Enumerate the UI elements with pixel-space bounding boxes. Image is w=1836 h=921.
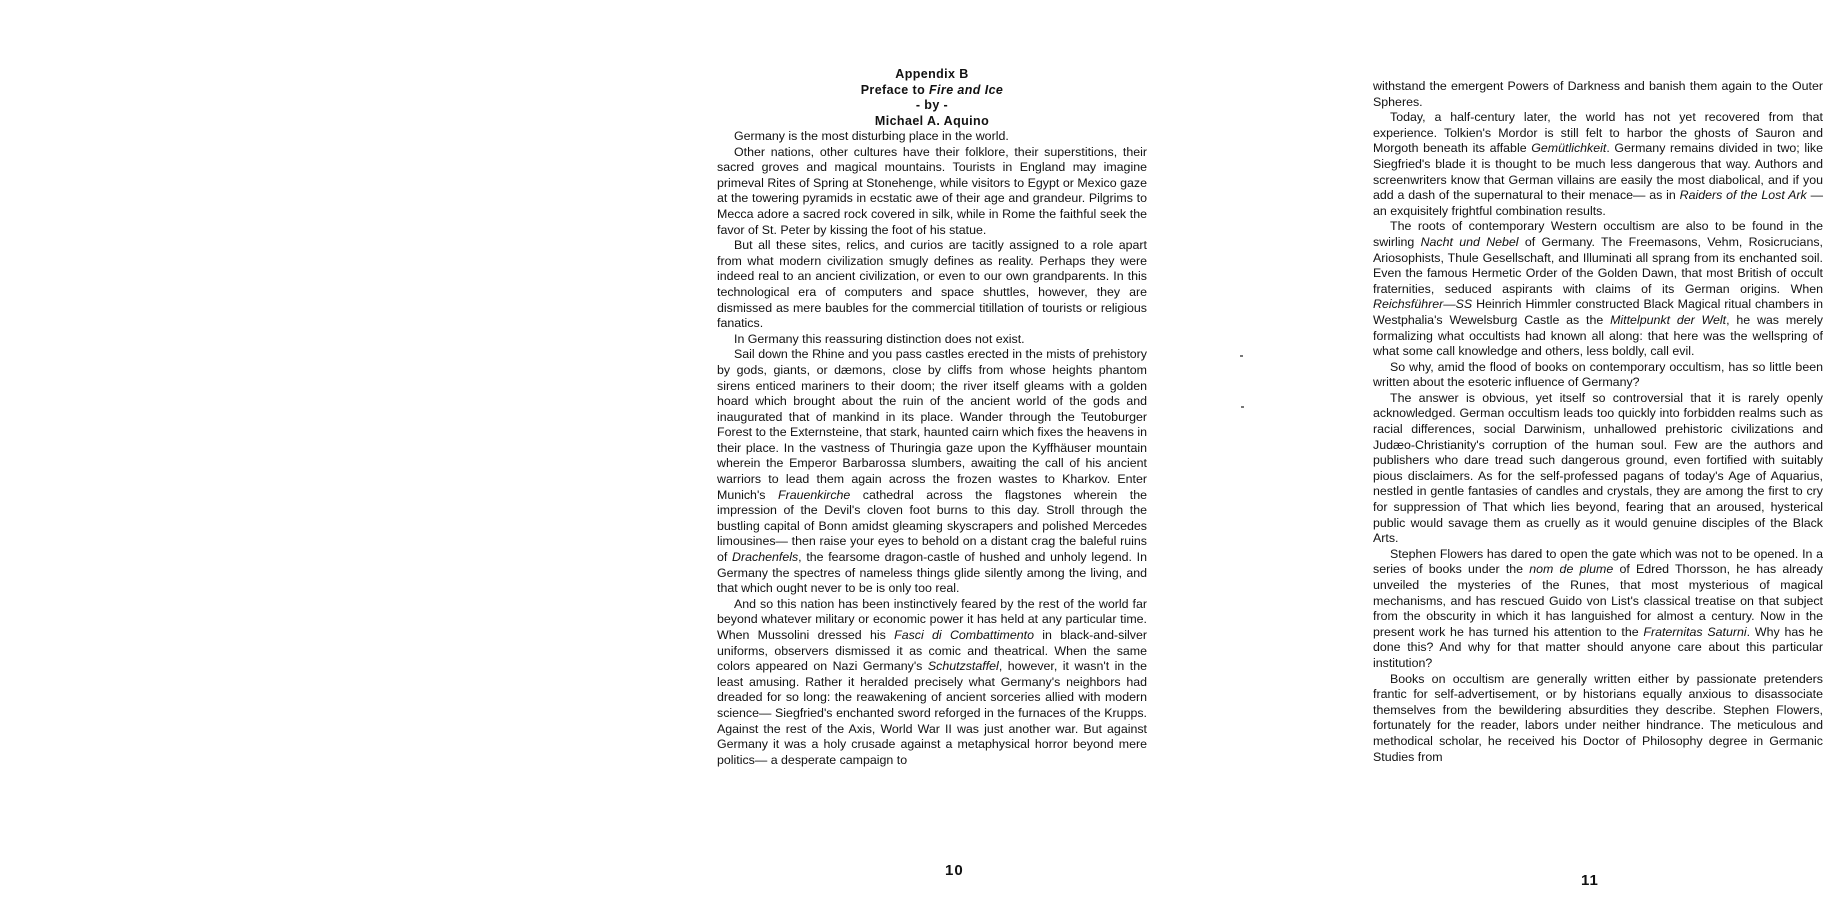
text-run: Sail down the Rhine and you pass castles erected in the mists of prehistory by gods, giants, or dæmons, close by cliffs from whose heights phantom sirens enticed mariners to their doom; the river itself gleams with a golden hoard which brought about the ruin of the ancient world of the gods and inaugurated that of mankind in its place. Wander through the Teutoburger Forest to the Externsteine, that stark, haunted cairn which fixes the heavens in their place. In the vastness of Thuringia gaze upon the Kyffhäuser mountain wherein the Emperor Barbarossa slumbers, awaiting the call of his ancient warriors to lead them again across the frozen wastes to Kharkov. Enter Munich's [717,347,1147,502]
text-run: of Edred Thorsson, he has already unveiled the mysteries of the Runes, that most mysterious of magical mechanisms, and has rescued Guido von List's classical treatise on that subject from the obscurity in which it has languished for almost a century. Now in the present work he has turned his attention to the [1373,562,1823,639]
italic-phrase: Fasci di Combattimento [894,628,1034,642]
paragraph [1373,79,1823,110]
text-run: Books on occultism are generally written either by passionate pretenders frantic for self-advertisement, or by historians equally anxious to disassociate themselves from the bewildering absurdities they describe. Stephen Flowers, fortunately for the reader, labors under neither hindrance. The meticulous and methodical scholar, he received his Doctor of Philosophy degree in Germanic Studies from [1373,671,1823,764]
text-run: of Germany. The Freemasons, Vehm, Rosicrucians, Ariosophists, Thule Gesellschaft, and Illuminati all sprang from its enchanted soil. Even the famous Hermetic Order of the Golden Dawn, that most British of occult fraternities, seduced aspirants with claims of its German origins. When [1373,234,1823,296]
right-continuation [1373,79,1823,110]
scan-speck [1241,406,1244,408]
text-run: , he was merely formalizing what occultists had known all along: that here was the wellspring of what some call knowledge and others, less boldly, call evil. [1373,312,1823,359]
paragraph [1373,391,1823,547]
text-run: In Germany this reassuring distinction does not exist. [734,331,1025,346]
text-run: — an exquisitely frightful combination results. [1373,188,1823,218]
text-run: Other nations, other cultures have their folklore, their superstitions, their sacred groves and magical mountains. Tourists in England may imagine primeval Rites of Spring at Stonehenge, while visitors to Egypt or Mexico gaze at the towering pyramids in ecstatic awe of their age and grandeur. Pilgrims to Mecca adore a sacred rock covered in silk, while in Rome the faithful seek the favor of St. Peter by kissing the foot of his statue. [717,144,1147,237]
paragraph [717,347,1147,597]
text-run: So why, amid the flood of books on contemporary occultism, has so little been written about the esoteric influence of Germany? [1373,359,1823,390]
text-run: Heinrich Himmler constructed Black Magical ritual chambers in Westphalia's Wewelsburg Castle as the [1373,297,1823,327]
text-run: in black-and-silver uniforms, observers dismissed it as comic and theatrical. When the same colors appeared on Nazi Germany's [717,628,1148,674]
italic-phrase: Nacht und Nebel [1420,234,1519,249]
text-run: Today, a half-century later, the world has not yet recovered from that experience. Tolkien's Mordor is still felt to harbor the ghosts of Sauron and Morgoth beneath its affable [1373,110,1823,156]
italic-phrase: Raiders of the Lost Ark [1679,188,1807,203]
text-run: . Germany remains divided in two; like Siegfried's blade it is thought to be much less dangerous that way. Authors and screenwriters know that German villains are easily the most diabolical, and if you add a dash of the supernatural to their menace— as in [1373,141,1823,203]
preface-prefix: Preface to [860,82,930,97]
italic-phrase: Schutzstaffel [927,659,999,674]
paragraph [1373,672,1823,766]
paragraph [1373,110,1823,219]
paragraph [717,597,1147,769]
page-number-left: 10 [945,862,964,879]
text-run: cathedral across the flagstones wherein the impression of the Devil's cloven foot burns to this day. Stroll through the bustling capital of Bonn amidst gleaming skyscrapers and polished Mercedes limousines— then raise your eyes to behold on a distant crag the baleful ruins of [717,487,1147,565]
text-run: . Why has he done this? And why for that matter should anyone care about this particular institution? [1373,624,1823,670]
text-run: But all these sites, relics, and curios are tacitly assigned to a role apart from what modern civilization smugly defines as reality. Perhaps they were indeed real to an ancient civilization, or even to our own grandparents. In this technological era of computers and space shuttles, however, they are dismissed as mere baubles for the commercial titillation of tourists or religious fanatics. [717,238,1147,331]
text-run: Stephen Flowers has dared to open the gate which was not to be opened. In a series of books under the [1373,546,1823,577]
paragraph [717,332,1147,348]
text-run: The answer is obvious, yet itself so controversial that it is rarely openly acknowledged. German occultism leads too quickly into forbidden realms such as racial differences, social Darwinism, unhallowed prehistoric civilizations and Judæo-Christianity's corruption of the human soul. Few are the authors and publishers who dare tread such dangerous ground, even fortified with suitably pious disclaimers. As for the self-professed pagans of today's Age of Aquarius, nestled in gentle fantasies of candles and crystals, they are among the first to cry for suppression of That which lies beyond, fearing that an aroused, hysterical public would savage them as cruelly as it would genuine disciples of the Black Arts. [1373,390,1823,546]
paragraph [1373,360,1823,391]
preface-title [717,83,1147,99]
appendix-label: Appendix B [895,67,969,81]
paragraph [1373,547,1823,672]
paragraph [717,145,1147,239]
italic-phrase: Gemütlichkeit [1531,141,1607,156]
paragraph [717,238,1147,332]
scan-speck [1240,355,1243,357]
italic-phrase: Mittelpunkt der Welt [1610,312,1727,327]
text-run: And so this nation has been instinctively feared by the rest of the world far beyond whatever military or economic power it has held at any particular time. When Mussolini dressed his [717,596,1147,642]
paragraph [1373,219,1823,359]
page-number-right: 11 [1581,872,1599,889]
italic-phrase: Fraternitas Saturni [1643,624,1747,639]
right-paragraphs [1373,110,1823,765]
byline-separator: - by - [915,98,949,112]
right-body-text [1373,79,1823,765]
text-run: , however, it wasn't in the least amusing. Rather it heralded precisely what Germany's neighbors had dreaded for so long: the reawakening of ancient sorceries allied with modern science— Siegfried's enchanted sword reforged in the furnaces of the Krupps. Against the rest of the Axis, World War II was just another war. But against Germany it was a holy crusade against a metaphysical horror beyond mere politics— a desperate campaign to [717,659,1147,767]
left-page [717,0,1147,768]
paragraph [717,129,1147,145]
text-run: , the fearsome dragon-castle of hushed and unholy legend. In Germany the spectres of nameless things glide silently among the living, and that which ought never to be is only too real. [717,550,1148,596]
author-name: Michael A. Aquino [874,113,990,128]
italic-phrase: nom de plume [1529,562,1614,577]
italic-phrase: Drachenfels [732,550,799,565]
left-body-text [717,129,1147,768]
italic-phrase: Reichsführer—SS [1373,297,1473,312]
text-run: The roots of contemporary Western occultism are also to be found in the swirling [1373,219,1823,249]
text-run: withstand the emergent Powers of Darkness and banish them again to the Outer Spheres. [1373,79,1823,109]
book-title: Fire and Ice [929,82,1004,97]
text-run: Germany is the most disturbing place in the world. [734,129,1009,143]
italic-phrase: Frauenkirche [778,487,851,502]
right-page [1373,0,1823,765]
